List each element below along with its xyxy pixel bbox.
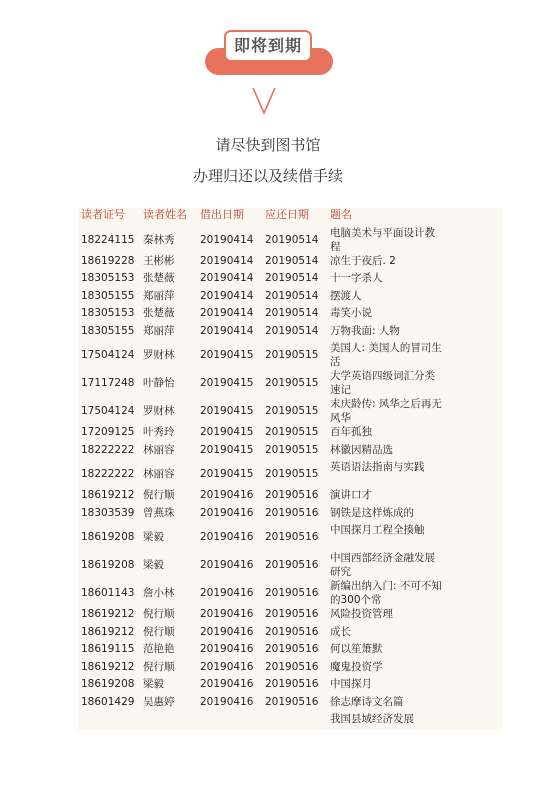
due-date-cell: 20190516 [265,506,319,519]
title-cell: 电脑美术与平面设计教程 [330,226,435,253]
borrow-date-cell: 20190414 [200,233,254,246]
due-books-table [78,208,502,730]
due-date-cell: 20190515 [265,468,319,480]
due-date-cell: 20190515 [265,349,319,361]
reader-id-cell: 18619115 [81,643,135,655]
borrow-date-cell: 20190416 [200,506,254,519]
table-row [78,677,502,695]
subtitle-line-1: 请尽快到图书馆 [215,136,321,154]
due-date-cell: 20190514 [265,272,319,284]
reader-name-cell: 秦林秀 [143,233,175,246]
borrow-date-cell: 20190416 [200,559,254,571]
title-cell: 新编出纳入门: 不可不知的300个常 [330,580,442,606]
due-date-cell: 20190514 [265,324,319,337]
table-row [78,660,502,678]
due-date-cell: 20190516 [265,559,319,571]
due-date-cell: 20190516 [265,608,319,620]
reader-name-cell: 林丽容 [143,468,175,480]
title-cell: 中国西部经济金融发展研究 [330,552,435,578]
borrow-date-cell: 20190416 [200,678,254,690]
reader-name-cell: 梁毅 [143,559,164,571]
table-row [78,579,502,607]
title-cell: 十一字杀人 [330,272,383,284]
reader-id-cell: 17117248 [81,377,135,389]
table-row [78,551,502,579]
header-due-date: 应还日期 [265,208,309,221]
title-cell: 何以笙箫默 [330,643,383,655]
due-date-cell: 20190515 [265,405,319,417]
table-row [78,506,502,524]
header-reader-id: 读者证号 [81,208,125,221]
due-date-cell: 20190516 [265,678,319,690]
due-date-cell: 20190516 [265,643,319,655]
borrow-date-cell: 20190416 [200,489,254,501]
borrow-date-cell: 20190416 [200,660,254,673]
title-cell: 风险投资管理 [330,608,393,620]
reader-id-cell: 18303539 [81,506,135,519]
borrow-date-cell: 20190414 [200,272,254,284]
reader-id-cell: 17504124 [81,349,135,361]
due-date-cell: 20190515 [265,426,319,438]
due-date-cell: 20190516 [265,587,319,599]
title-cell: 钢铁是这样炼成的 [330,506,414,519]
header-title: 题名 [330,208,352,221]
due-date-cell: 20190516 [265,695,319,708]
due-date-cell: 20190514 [265,254,319,267]
reader-id-cell: 17504124 [81,405,135,417]
table-row [78,712,502,730]
borrow-date-cell: 20190415 [200,405,254,417]
subtitle-line-2: 办理归还以及续借手续 [192,167,343,185]
table-row [78,341,502,369]
reader-id-cell: 18305155 [81,289,135,302]
reader-name-cell: 郑丽萍 [143,289,175,302]
due-date-cell: 20190516 [265,531,319,543]
reader-id-cell: 18224115 [81,233,135,246]
reader-name-cell: 倪行顺 [143,489,175,501]
table-row [78,369,502,397]
table-row [78,324,502,342]
borrow-date-cell: 20190414 [200,254,254,267]
due-date-cell: 20190516 [265,489,319,501]
reader-id-cell: 18619212 [81,608,135,620]
reader-name-cell: 林丽容 [143,443,175,456]
reader-id-cell: 18222222 [81,443,135,456]
reader-id-cell: 18601143 [81,587,135,599]
reader-id-cell: 18619228 [81,254,135,267]
borrow-date-cell: 20190414 [200,307,254,319]
table-row [78,254,502,272]
title-cell: 大学英语四级词汇分类速记 [330,370,435,396]
borrow-date-cell: 20190415 [200,349,254,361]
reader-id-cell: 18305155 [81,324,135,337]
borrow-date-cell: 20190416 [200,608,254,620]
table-row [78,607,502,625]
table-row [78,226,502,254]
borrow-date-cell: 20190416 [200,587,254,599]
reader-name-cell: 梁毅 [143,678,164,690]
borrow-date-cell: 20190416 [200,695,254,708]
borrow-date-cell: 20190414 [200,289,254,302]
due-date-cell: 20190514 [265,307,319,319]
due-date-cell: 20190516 [265,660,319,673]
table-row [78,271,502,289]
due-date-cell: 20190514 [265,233,319,246]
reader-name-cell: 罗财林 [143,349,175,361]
reader-id-cell: 18222222 [81,468,135,480]
reader-name-cell: 张楚薇 [143,307,175,319]
reader-id-cell: 18305153 [81,272,135,284]
table-row [78,306,502,324]
header-borrow-date: 借出日期 [200,208,244,221]
header-reader-name: 读者姓名 [143,208,187,221]
borrow-date-cell: 20190414 [200,324,254,337]
banner-label: 即将到期 [224,30,312,62]
reader-name-cell: 郑丽萍 [143,324,175,337]
chevron-down-icon [251,86,287,116]
reader-id-cell: 18619208 [81,678,135,690]
reader-name-cell: 倪行顺 [143,660,175,673]
borrow-date-cell: 20190416 [200,531,254,543]
table-row [78,425,502,443]
borrow-date-cell: 20190416 [200,643,254,655]
reader-name-cell: 罗财林 [143,405,175,417]
table-row [78,397,502,425]
reader-id-cell: 18619212 [81,489,135,501]
table-row [78,625,502,643]
reader-name-cell: 倪行顺 [143,625,175,638]
due-date-cell: 20190514 [265,289,319,302]
title-cell: 中国探月 [330,678,372,690]
due-date-cell: 20190515 [265,443,319,456]
table-row [78,642,502,660]
reader-id-cell: 18619212 [81,625,135,638]
table-header [78,208,502,226]
reader-id-cell: 18619212 [81,660,135,673]
title-cell: 毒笑小说 [330,307,372,319]
table-row [78,523,502,551]
table-row [78,443,502,461]
reader-name-cell: 叶秀玲 [143,426,175,438]
reader-name-cell: 叶静怡 [143,377,175,389]
title-cell: 末庆龄传: 风华之后再无风华 [330,398,442,424]
title-cell: 成长 [330,625,351,638]
borrow-date-cell: 20190415 [200,468,254,480]
title-cell: 百年孤独 [330,426,372,438]
borrow-date-cell: 20190415 [200,377,254,389]
due-date-cell: 20190515 [265,377,319,389]
reader-id-cell: 18619208 [81,531,135,543]
reader-name-cell: 曾燕珠 [143,506,175,519]
reader-name-cell: 梁毅 [143,531,164,543]
reader-name-cell: 倪行顺 [143,608,175,620]
reader-name-cell: 王彬彬 [143,254,175,267]
reader-id-cell: 17209125 [81,426,135,438]
reader-name-cell: 范艳艳 [143,643,175,655]
title-cell: 中国探月工程全揍触 [330,524,425,536]
borrow-date-cell: 20190415 [200,443,254,456]
title-cell: 林徽因精品选 [330,443,393,456]
title-cell: 凉生于夜后. 2 [330,254,396,267]
borrow-date-cell: 20190416 [200,625,254,638]
table-row [78,460,502,488]
reader-id-cell: 18619208 [81,559,135,571]
due-date-cell: 20190516 [265,625,319,638]
table-row [78,289,502,307]
title-cell: 魔鬼投资学 [330,660,383,673]
title-cell: 摆渡人 [330,289,362,302]
reader-name-cell: 詹小林 [143,587,175,599]
title-cell: 我国县域经济发展 [330,713,414,725]
title-cell: 万物我面: 人物 [330,324,400,337]
reader-name-cell: 张楚薇 [143,272,175,284]
table-row [78,488,502,506]
title-cell: 演讲口才 [330,489,372,501]
reader-name-cell: 吴惠婷 [143,695,175,708]
reader-id-cell: 18305153 [81,307,135,319]
table-row [78,695,502,713]
reader-id-cell: 18601429 [81,695,135,708]
title-cell: 徐志摩诗文名篇 [330,695,404,708]
title-cell: 美国人: 美国人的冒司生活 [330,342,442,368]
borrow-date-cell: 20190415 [200,426,254,438]
title-cell: 英语语法指南与实践 [330,461,425,473]
